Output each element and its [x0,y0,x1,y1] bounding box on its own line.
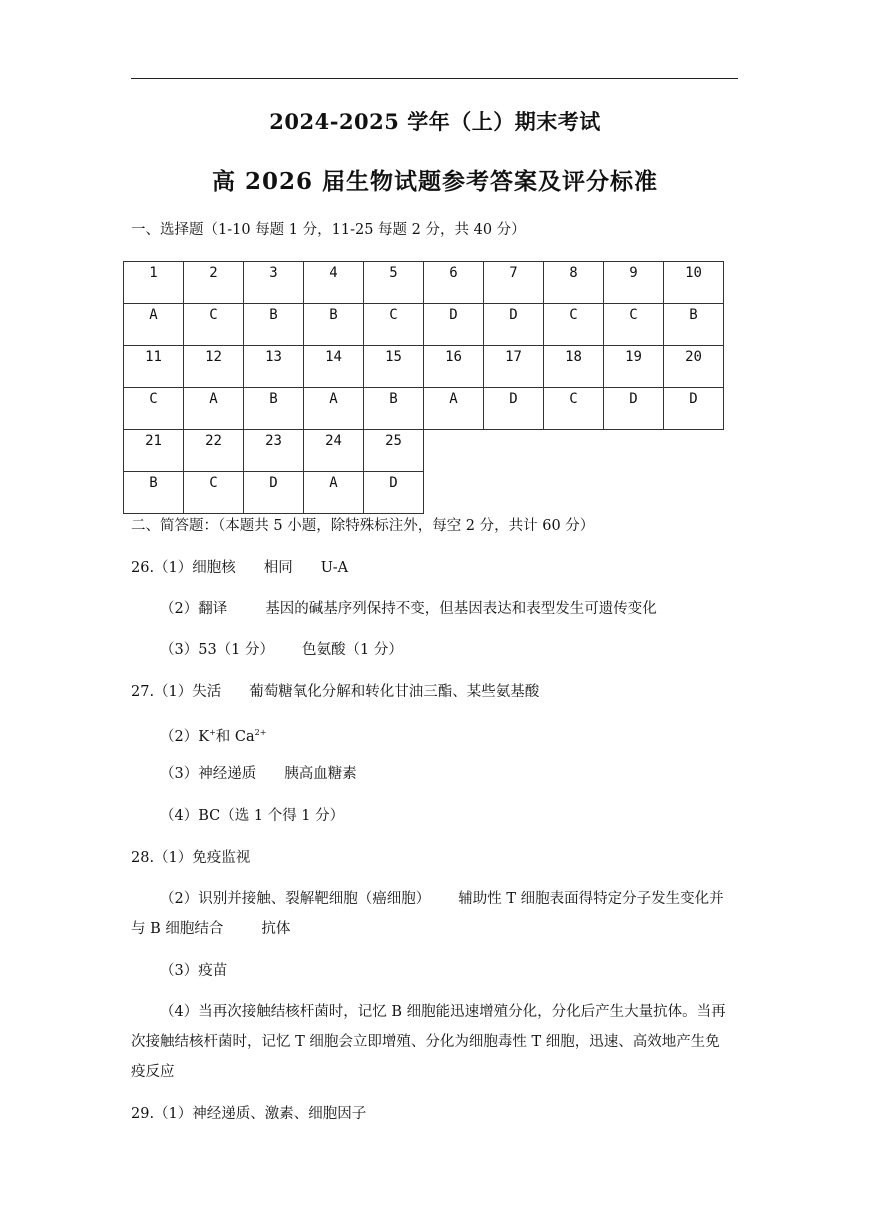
question-number: 25 [385,433,402,449]
q28-part2-answer: 辅助性 T 细胞表面得特定分子发生变化并 [458,891,724,907]
question-number-cell [304,262,364,304]
answer-letter: A [209,391,218,407]
answer-cell [364,388,424,430]
answer-cell [124,388,184,430]
question-number: 8 [569,265,578,281]
answer-cell [244,388,304,430]
empty-cell [664,472,724,514]
q28-part4-line2: 次接触结核杆菌时，记忆 T 细胞会立即增殖、分化为细胞毒性 T 细胞，迅速、高效地产生免 [131,1034,720,1050]
answer-letter: D [689,391,698,407]
question-number: 7 [509,265,518,281]
answer-table [123,261,724,514]
answer-letter: D [629,391,638,407]
answer-cell [124,472,184,514]
answer-cell [424,304,484,346]
q27-part2-mid: 和 Ca [215,729,255,745]
question-number-cell [184,346,244,388]
top-rule [131,78,738,79]
answer-cell [364,304,424,346]
q28-part2-label: （2）识别并接触、裂解靶细胞（癌细胞） [160,891,431,907]
q26-part3 [160,640,403,660]
answer-cell [604,304,664,346]
question-number-cell [244,262,304,304]
question-number-cell [544,262,604,304]
empty-cell [604,472,664,514]
answer-letter: B [389,391,398,407]
answer-letter: C [149,391,158,407]
q28-part2-answer-b: 抗体 [261,921,291,937]
q27-part4: （4）BC（选 1 个得 1 分） [160,808,345,824]
answer-letter: C [209,475,218,491]
q27-part3 [160,764,357,784]
section1-heading: 一、选择题（1-10 每题 1 分，11-25 每题 2 分，共 40 分） [131,222,526,238]
q26-part3-answer: 色氨酸（1 分） [302,642,403,658]
answer-letter: B [269,391,278,407]
answer-cell [124,304,184,346]
question-number: 19 [625,349,642,365]
answer-cell [304,472,364,514]
q26-part1-answer-b: U-A [320,560,349,576]
answer-letter: C [629,307,638,323]
q26-part3-label: （3）53（1 分） [160,642,275,658]
answer-row [124,304,724,346]
question-number-cell [664,346,724,388]
answer-cell [664,304,724,346]
question-number-row [124,262,724,304]
q26-part2-answer: 基因的碱基序列保持不变，但基因表达和表型发生可遗传变化 [265,601,657,617]
answer-letter: C [209,307,218,323]
empty-cell [424,472,484,514]
question-number: 6 [449,265,458,281]
question-number-cell [604,346,664,388]
question-number-cell [364,346,424,388]
q27-part1 [131,682,539,702]
question-number: 3 [269,265,278,281]
answer-letter: D [509,391,518,407]
q27-part3-answer: 胰高血糖素 [284,766,357,782]
question-number: 16 [445,349,462,365]
answer-letter: A [149,307,158,323]
answer-letter: A [329,391,338,407]
question-number: 13 [265,349,282,365]
empty-cell [424,430,484,472]
q28-part4-line3: 疫反应 [131,1064,175,1080]
q26-part2 [160,599,657,619]
answer-letter: A [329,475,338,491]
answer-cell [244,472,304,514]
empty-cell [484,472,544,514]
answer-letter: B [269,307,278,323]
question-number-cell [304,430,364,472]
question-number-cell [484,262,544,304]
question-number: 17 [505,349,522,365]
question-number: 10 [685,265,702,281]
question-number-cell [484,346,544,388]
question-number-cell [184,262,244,304]
question-number-cell [364,262,424,304]
q28-part1: 28.（1）免疫监视 [131,850,251,866]
question-number-cell [184,430,244,472]
question-number-cell [544,346,604,388]
q27-part2-sup1: + [209,728,216,737]
empty-cell [544,430,604,472]
answer-letter: C [569,391,578,407]
question-number: 1 [149,265,158,281]
question-number-cell [244,346,304,388]
question-number: 24 [325,433,342,449]
answer-letter: D [389,475,398,491]
q27-part2-prefix: （2）K [160,729,210,745]
empty-cell [544,472,604,514]
answer-cell [184,388,244,430]
q27-part3-label: （3）神经递质 [160,766,257,782]
answer-letter: C [389,307,398,323]
answer-cell [364,472,424,514]
q28-part2-cont-text: 与 B 细胞结合 [131,921,224,937]
q28-part3: （3）疫苗 [160,963,228,979]
answer-letter: D [449,307,458,323]
q27-part1-label: 27.（1）失活 [131,684,222,700]
answer-cell [424,388,484,430]
answer-row [124,472,724,514]
q27-part1-answer: 葡萄糖氧化分解和转化甘油三酯、某些氨基酸 [249,684,540,700]
q28-part2 [160,889,724,909]
answer-cell [184,304,244,346]
answer-row [124,388,724,430]
section2-heading: 二、简答题：（本题共 5 小题，除特殊标注外，每空 2 分，共计 60 分） [131,518,595,534]
question-number: 15 [385,349,402,365]
answer-cell [484,388,544,430]
answer-letter: C [569,307,578,323]
answer-cell [304,388,364,430]
page-subtitle: 高 2026 届生物试题参考答案及评分标准 [211,168,659,195]
question-number-cell [364,430,424,472]
question-number-cell [244,430,304,472]
q29-part1: 29.（1）神经递质、激素、细胞因子 [131,1106,367,1122]
question-number-cell [124,430,184,472]
question-number: 23 [265,433,282,449]
answer-cell [664,388,724,430]
question-number-cell [424,262,484,304]
answer-cell [304,304,364,346]
question-number: 2 [209,265,218,281]
question-number: 9 [629,265,638,281]
question-number: 22 [205,433,222,449]
q27-part2 [160,723,266,747]
answer-letter: B [149,475,158,491]
question-number-cell [124,262,184,304]
q28-part2-cont [131,919,290,939]
question-number: 14 [325,349,342,365]
question-number: 12 [205,349,222,365]
answer-letter: A [449,391,458,407]
answer-letter: D [509,307,518,323]
answer-cell [184,472,244,514]
q28-part4-line1: （4）当再次接触结核杆菌时，记忆 B 细胞能迅速增殖分化，分化后产生大量抗体。当再 [160,1004,726,1020]
q27-part2-sup2: 2+ [254,728,267,737]
question-number: 21 [145,433,162,449]
question-number-cell [124,346,184,388]
question-number-row [124,346,724,388]
question-number-cell [424,346,484,388]
question-number: 11 [145,349,162,365]
empty-cell [484,430,544,472]
question-number: 18 [565,349,582,365]
answer-letter: B [689,307,698,323]
answer-cell [484,304,544,346]
answer-letter: D [269,475,278,491]
q26-part1-answer-a: 相同 [263,560,293,576]
question-number-cell [604,262,664,304]
answer-cell [604,388,664,430]
empty-cell [664,430,724,472]
empty-cell [604,430,664,472]
answer-letter: B [329,307,338,323]
question-number: 20 [685,349,702,365]
question-number: 5 [389,265,398,281]
question-number-cell [304,346,364,388]
q26-part1-label: 26.（1）细胞核 [131,560,236,576]
question-number: 4 [329,265,338,281]
answer-cell [244,304,304,346]
question-number-cell [664,262,724,304]
answer-cell [544,304,604,346]
question-number-row [124,430,724,472]
q26-part1 [131,558,348,578]
q26-part2-label: （2）翻译 [160,601,228,617]
answer-cell [544,388,604,430]
page-title: 2024-2025 学年（上）期末考试 [269,109,601,134]
